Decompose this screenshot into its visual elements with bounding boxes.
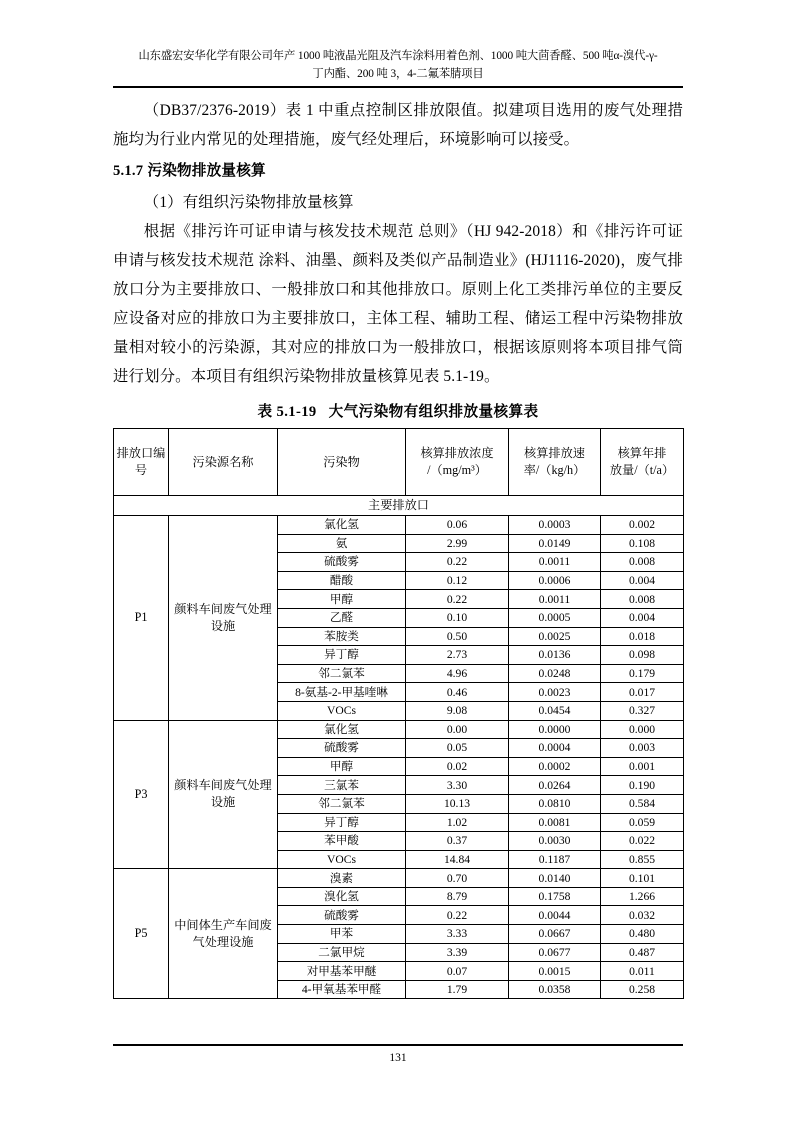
cell-annual: 0.059 bbox=[601, 813, 684, 832]
table-section-row bbox=[114, 496, 684, 516]
cell-source-name: 中间体生产车间废气处理设施 bbox=[169, 869, 278, 999]
cell-pollutant: 二氯甲烷 bbox=[278, 943, 406, 962]
cell-annual: 0.004 bbox=[601, 608, 684, 627]
table-body bbox=[114, 496, 684, 999]
cell-rate: 0.0005 bbox=[509, 608, 601, 627]
cell-annual: 0.018 bbox=[601, 627, 684, 646]
cell-concentration: 0.12 bbox=[406, 571, 509, 590]
table-row bbox=[114, 720, 684, 739]
cell-rate: 0.0264 bbox=[509, 776, 601, 795]
cell-annual: 0.022 bbox=[601, 832, 684, 851]
cell-rate: 0.0002 bbox=[509, 757, 601, 776]
cell-rate: 0.0140 bbox=[509, 869, 601, 888]
cell-pollutant: 氯化氢 bbox=[278, 720, 406, 739]
header-divider bbox=[113, 86, 683, 88]
cell-rate: 0.0810 bbox=[509, 794, 601, 813]
cell-annual: 0.855 bbox=[601, 850, 684, 869]
cell-pollutant: 三氯苯 bbox=[278, 776, 406, 795]
cell-pollutant: 邻二氯苯 bbox=[278, 664, 406, 683]
cell-rate: 0.0149 bbox=[509, 534, 601, 553]
cell-annual: 0.001 bbox=[601, 757, 684, 776]
section-heading bbox=[113, 157, 683, 186]
cell-pollutant: 甲苯 bbox=[278, 925, 406, 944]
header-line-1: 山东盛宏安华化学有限公司年产 1000 吨液晶光阻及汽车涂料用着色剂、1000 吨大茴香醛、500 吨α-溴代-γ- bbox=[138, 50, 658, 62]
cell-rate: 0.0030 bbox=[509, 832, 601, 851]
cell-outlet-id: P1 bbox=[114, 516, 169, 721]
cell-annual: 0.098 bbox=[601, 646, 684, 665]
cell-pollutant: 苯胺类 bbox=[278, 627, 406, 646]
cell-pollutant: 4-甲氧基苯甲醛 bbox=[278, 980, 406, 999]
cell-annual: 0.487 bbox=[601, 943, 684, 962]
cell-rate: 0.0677 bbox=[509, 943, 601, 962]
cell-rate: 0.0023 bbox=[509, 683, 601, 702]
cell-concentration: 2.99 bbox=[406, 534, 509, 553]
cell-concentration: 3.39 bbox=[406, 943, 509, 962]
cell-rate: 0.0011 bbox=[509, 590, 601, 609]
cell-annual: 0.179 bbox=[601, 664, 684, 683]
cell-pollutant: 醋酸 bbox=[278, 571, 406, 590]
cell-annual: 0.480 bbox=[601, 925, 684, 944]
col-header-concentration-line1: 核算排放浓度 bbox=[420, 446, 494, 460]
cell-concentration: 0.05 bbox=[406, 739, 509, 758]
cell-annual: 0.011 bbox=[601, 962, 684, 981]
cell-pollutant: 硫酸雾 bbox=[278, 553, 406, 572]
cell-concentration: 0.70 bbox=[406, 869, 509, 888]
cell-rate: 0.1758 bbox=[509, 887, 601, 906]
cell-outlet-id: P5 bbox=[114, 869, 169, 999]
cell-pollutant: VOCs bbox=[278, 701, 406, 720]
col-header-rate bbox=[509, 429, 601, 496]
col-header-rate-line2: 率/（kg/h） bbox=[523, 463, 586, 477]
cell-rate: 0.0044 bbox=[509, 906, 601, 925]
cell-concentration: 14.84 bbox=[406, 850, 509, 869]
table-caption-number: 表 5.1-19 bbox=[257, 404, 317, 420]
cell-pollutant: 氯化氢 bbox=[278, 516, 406, 535]
cell-rate: 0.0000 bbox=[509, 720, 601, 739]
cell-pollutant: 乙醛 bbox=[278, 608, 406, 627]
subsection-heading: （1）有组织污染物排放量核算 bbox=[143, 194, 354, 211]
cell-annual: 0.003 bbox=[601, 739, 684, 758]
col-header-pollutant: 污染物 bbox=[278, 429, 406, 496]
cell-annual: 0.108 bbox=[601, 534, 684, 553]
cell-source-name: 颜料车间废气处理设施 bbox=[169, 516, 278, 721]
cell-annual: 0.004 bbox=[601, 571, 684, 590]
cell-rate: 0.0081 bbox=[509, 813, 601, 832]
cell-concentration: 0.07 bbox=[406, 962, 509, 981]
col-header-annual-line2: 放量/（t/a） bbox=[609, 463, 675, 477]
col-header-concentration bbox=[406, 429, 509, 496]
cell-concentration: 9.08 bbox=[406, 701, 509, 720]
col-header-concentration-line2: /（mg/m³） bbox=[427, 463, 487, 477]
cell-rate: 0.0136 bbox=[509, 646, 601, 665]
cell-annual: 0.008 bbox=[601, 590, 684, 609]
cell-concentration: 8.79 bbox=[406, 887, 509, 906]
cell-pollutant: 苯甲酸 bbox=[278, 832, 406, 851]
cell-annual: 0.584 bbox=[601, 794, 684, 813]
cell-pollutant: 邻二氯苯 bbox=[278, 794, 406, 813]
cell-concentration: 3.30 bbox=[406, 776, 509, 795]
cell-pollutant: 8-氨基-2-甲基喹啉 bbox=[278, 683, 406, 702]
cell-concentration: 4.96 bbox=[406, 664, 509, 683]
col-header-annual bbox=[601, 429, 684, 496]
cell-concentration: 0.02 bbox=[406, 757, 509, 776]
cell-pollutant: 异丁醇 bbox=[278, 813, 406, 832]
cell-pollutant: 溴化氢 bbox=[278, 887, 406, 906]
cell-rate: 0.0454 bbox=[509, 701, 601, 720]
cell-concentration: 0.00 bbox=[406, 720, 509, 739]
running-header bbox=[113, 47, 683, 88]
cell-concentration: 0.50 bbox=[406, 627, 509, 646]
cell-concentration: 0.22 bbox=[406, 906, 509, 925]
cell-annual: 0.258 bbox=[601, 980, 684, 999]
cell-concentration: 1.79 bbox=[406, 980, 509, 999]
cell-concentration: 0.22 bbox=[406, 553, 509, 572]
cell-concentration: 0.06 bbox=[406, 516, 509, 535]
cell-annual: 0.032 bbox=[601, 906, 684, 925]
cell-concentration: 3.33 bbox=[406, 925, 509, 944]
table-section-label: 主要排放口 bbox=[114, 496, 684, 516]
paragraph-intro: （DB37/2376-2019）表 1 中重点控制区排放限值。拟建项目选用的废气处理措施均为行业内常见的处理措施，废气经处理后，环境影响可以接受。 bbox=[113, 102, 683, 148]
cell-concentration: 10.13 bbox=[406, 794, 509, 813]
document-body bbox=[113, 96, 683, 999]
cell-pollutant: 对甲基苯甲醚 bbox=[278, 962, 406, 981]
cell-concentration: 0.46 bbox=[406, 683, 509, 702]
page-footer bbox=[113, 1044, 683, 1068]
cell-rate: 0.0025 bbox=[509, 627, 601, 646]
table-header-row-group bbox=[114, 429, 684, 496]
cell-pollutant: 氨 bbox=[278, 534, 406, 553]
cell-pollutant: 甲醇 bbox=[278, 590, 406, 609]
col-header-annual-line1: 核算年排 bbox=[617, 446, 667, 460]
page-number: 131 bbox=[389, 1052, 407, 1064]
cell-annual: 0.002 bbox=[601, 516, 684, 535]
cell-concentration: 0.10 bbox=[406, 608, 509, 627]
cell-pollutant: 硫酸雾 bbox=[278, 906, 406, 925]
cell-concentration: 0.37 bbox=[406, 832, 509, 851]
emission-accounting-table bbox=[113, 428, 684, 999]
cell-concentration: 1.02 bbox=[406, 813, 509, 832]
table-row bbox=[114, 869, 684, 888]
section-title: 污染物排放量核算 bbox=[147, 163, 266, 179]
cell-annual: 1.266 bbox=[601, 887, 684, 906]
header-line-2: 丁内酯、200 吨 3，4-二氟苯腈项目 bbox=[312, 68, 484, 80]
cell-rate: 0.1187 bbox=[509, 850, 601, 869]
col-header-source-name: 污染源名称 bbox=[169, 429, 278, 496]
cell-annual: 0.017 bbox=[601, 683, 684, 702]
cell-annual: 0.327 bbox=[601, 701, 684, 720]
cell-annual: 0.008 bbox=[601, 553, 684, 572]
cell-source-name: 颜料车间废气处理设施 bbox=[169, 720, 278, 869]
cell-annual: 0.190 bbox=[601, 776, 684, 795]
section-number: 5.1.7 bbox=[113, 163, 144, 179]
cell-rate: 0.0004 bbox=[509, 739, 601, 758]
cell-pollutant: VOCs bbox=[278, 850, 406, 869]
cell-rate: 0.0011 bbox=[509, 553, 601, 572]
cell-rate: 0.0667 bbox=[509, 925, 601, 944]
cell-rate: 0.0248 bbox=[509, 664, 601, 683]
cell-rate: 0.0006 bbox=[509, 571, 601, 590]
cell-pollutant: 甲醇 bbox=[278, 757, 406, 776]
cell-rate: 0.0358 bbox=[509, 980, 601, 999]
cell-pollutant: 硫酸雾 bbox=[278, 739, 406, 758]
cell-pollutant: 异丁醇 bbox=[278, 646, 406, 665]
cell-annual: 0.101 bbox=[601, 869, 684, 888]
cell-rate: 0.0003 bbox=[509, 516, 601, 535]
table-header-row bbox=[114, 429, 684, 496]
col-header-outlet-id: 排放口编号 bbox=[114, 429, 169, 496]
paragraph-main: 根据《排污许可证申请与核发技术规范 总则》（HJ 942-2018）和《排污许可证申请与核发技术规范 涂料、油墨、颜料及类似产品制造业》(HJ1116-2020)，废气排放口分为主要排放口、一般排放口和其他排放口。原则上化工类排污单位的主要反应设备对应的排放口为主要排放口，主体工程、辅助工程、储运工程中污染物排放量相对较小的污染源，其对应的排放口为一般排放口，根据该原则将本项目排气筒进行划分。本项目有组织污染物排放量核算见表 5.1-19。 bbox=[113, 223, 683, 385]
table-caption bbox=[113, 400, 683, 424]
col-header-rate-line1: 核算排放速 bbox=[524, 446, 585, 460]
table-caption-text: 大气污染物有组织排放量核算表 bbox=[328, 404, 539, 420]
cell-concentration: 2.73 bbox=[406, 646, 509, 665]
cell-annual: 0.000 bbox=[601, 720, 684, 739]
cell-outlet-id: P3 bbox=[114, 720, 169, 869]
table-row bbox=[114, 516, 684, 535]
cell-rate: 0.0015 bbox=[509, 962, 601, 981]
cell-concentration: 0.22 bbox=[406, 590, 509, 609]
cell-pollutant: 溴素 bbox=[278, 869, 406, 888]
